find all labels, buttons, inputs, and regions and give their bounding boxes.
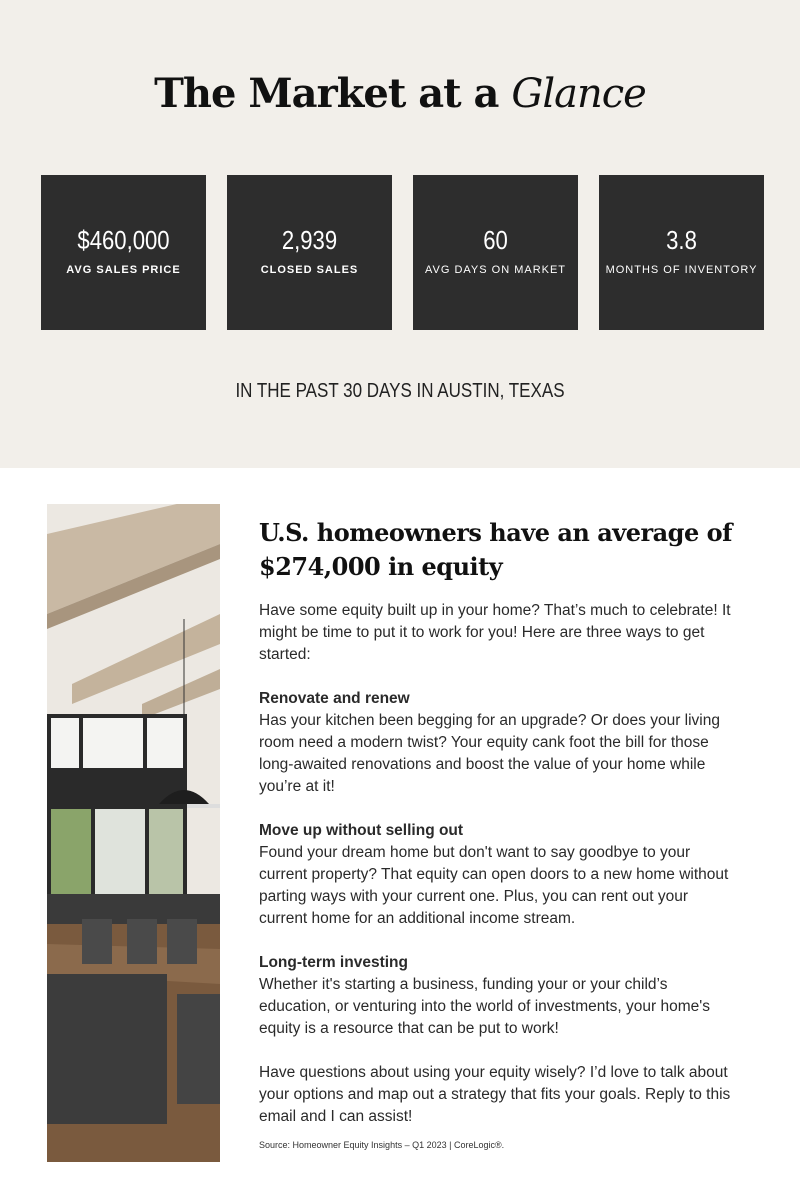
stats-subtitle: IN THE PAST 30 DAYS IN AUSTIN, TEXAS bbox=[235, 380, 565, 402]
stat-label: CLOSED SALES bbox=[260, 264, 359, 276]
section-title: Renovate and renew bbox=[259, 690, 410, 707]
section-renovate bbox=[259, 688, 739, 798]
source-note: Source: Homeowner Equity Insights – Q1 2023 | CoreLogic®. bbox=[259, 1140, 505, 1150]
article-closing: Have questions about using your equity wisely? I’d love to talk about your options and map out a strategy that fits your goals. Reply to this email and I can assist! bbox=[259, 1064, 731, 1125]
section-body: Has your kitchen been begging for an upgrade? Or does your living room need a modern twist? Your equity cank foot the bill for those long-awaited renovations and boost the value of your home while you’re at it! bbox=[259, 712, 720, 795]
section-title: Move up without selling out bbox=[259, 822, 464, 839]
stat-value: 3.8 bbox=[666, 225, 697, 255]
article-intro: Have some equity built up in your home? That’s much to celebrate! It might be time to put it to work for you! Here are three ways to get started: bbox=[259, 602, 731, 663]
article-heading: U.S. homeowners have an average of $274,000 in equity bbox=[259, 518, 732, 581]
kitchen-photo bbox=[47, 504, 220, 1162]
stat-value: $460,000 bbox=[77, 225, 170, 255]
stat-card-closed-sales bbox=[227, 175, 392, 330]
section-investing bbox=[259, 952, 739, 1040]
equity-article bbox=[259, 516, 739, 1150]
stat-card-avg-sales-price bbox=[41, 175, 206, 330]
stat-card-avg-days-on-market bbox=[413, 175, 578, 330]
section-move-up bbox=[259, 820, 739, 930]
section-body: Whether it's starting a business, funding your or your child’s education, or venturing into the world of investments, your home's equity is a resource that can be put to work! bbox=[259, 976, 710, 1037]
section-title: Long-term investing bbox=[259, 954, 408, 971]
section-body: Found your dream home but don't want to say goodbye to your current property? That equity can open doors to a new home without parting ways with your current one. Plus, you can rent out your current home for an additional income stream. bbox=[259, 844, 729, 927]
title-text: The Market at a bbox=[154, 70, 512, 117]
market-glance-section bbox=[0, 0, 800, 468]
page-title bbox=[0, 70, 800, 117]
stat-value: 2,939 bbox=[281, 225, 338, 255]
stat-label: AVG SALES PRICE bbox=[66, 264, 181, 276]
stat-card-months-of-inventory bbox=[599, 175, 764, 330]
title-italic-text: Glance bbox=[511, 71, 646, 117]
stat-label: MONTHS OF INVENTORY bbox=[605, 264, 758, 276]
stat-value: 60 bbox=[483, 225, 508, 255]
stat-label: AVG DAYS ON MARKET bbox=[424, 264, 567, 276]
